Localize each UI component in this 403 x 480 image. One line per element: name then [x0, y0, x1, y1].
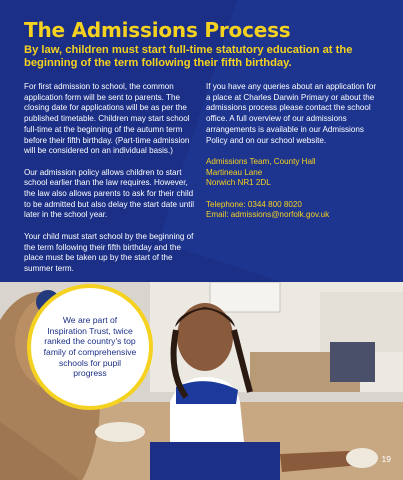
paragraph: For first admission to school, the common application form will be sent to parents. The closing date for applications will be as per the published timetable. Children may start school full-time at the beginning of the autumn term before their fifth birthday. (Part-time admission will be considered on an individual basis.): [24, 82, 190, 156]
address-line: Martineau Lane: [206, 167, 263, 177]
inspiration-trust-badge: [27, 284, 153, 410]
page-title: The Admissions Process: [24, 18, 291, 42]
badge-text: We are part of Inspiration Trust, twice ranked the country's top family of comprehensive schools for pupil progress: [43, 315, 137, 379]
left-column: [24, 82, 196, 285]
right-column: [206, 82, 382, 232]
email-link[interactable]: Email: admissions@norfolk.gov.uk: [206, 210, 330, 220]
page-subtitle: By law, children must start full-time statutory education at the beginning of the term following their fifth birthday.: [24, 44, 353, 69]
contact-details: [206, 200, 382, 221]
telephone[interactable]: Telephone: 0344 800 8020: [206, 199, 302, 209]
address-line: Norwich NR1 2DL: [206, 178, 271, 188]
paragraph: Your child must start school by the beginning of the term following their fifth birthday and the place must be taken up by the start of the summer term.: [24, 231, 194, 273]
paragraph: Our admission policy allows children to start school earlier than the law requires. However, the law also allows parents to ask for their child to be admitted but also delay the start date until later in the school year.: [24, 167, 195, 220]
contact-intro: If you have any queries about an application for a place at Charles Darwin Primary or about the admissions process please contact the school office. A full overview of our admissions arrangements is available in our Admissions Policy and on our school website.: [206, 82, 377, 145]
page-number: 19: [381, 454, 391, 464]
address-line: Admissions Team, County Hall: [206, 156, 316, 166]
contact-address: [206, 157, 382, 189]
